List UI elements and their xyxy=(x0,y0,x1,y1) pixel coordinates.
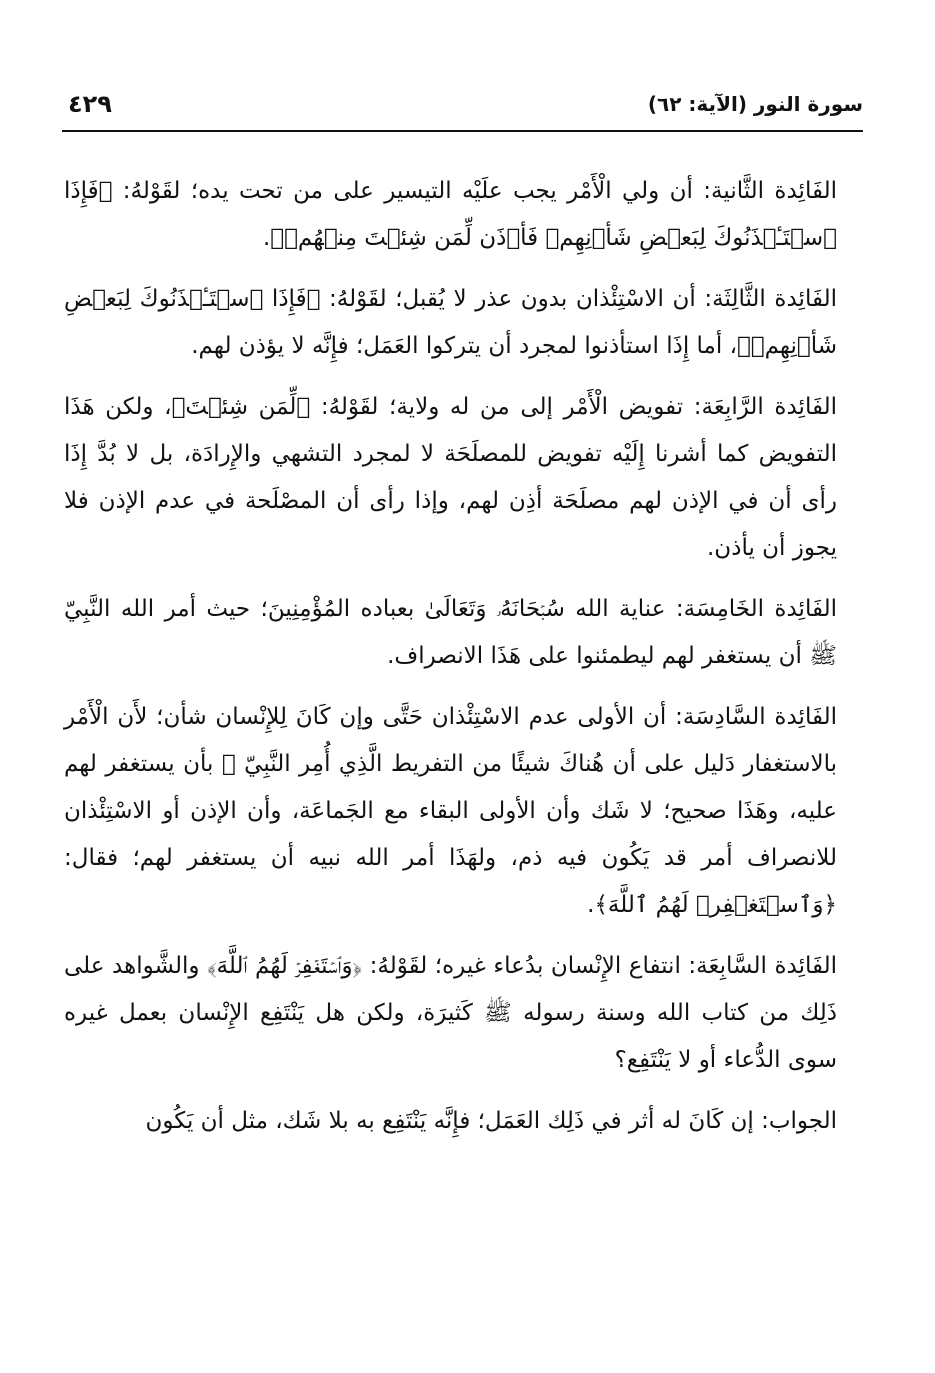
paragraph-text: انتفاع الإِنْسان بدُعاء غيره؛ لقَوْلهُ: ﴿وَٱسۡتَغۡفِرۡ لَهُمُ ٱللَّهَ﴾ والشَّواهد على ذَلِك من كتاب الله وسنة رسوله ﷺ كَثيرَة، ولكن هل يَنْتَفِع الإِنْسان بعمل غيره سوى الدُّعاء أو لا يَنْتَفِع؟ xyxy=(64,953,837,1073)
paragraph-label: الجواب: xyxy=(761,1108,837,1134)
paragraph-text: أن ولي الْأَمْر يجب علَيْه التيسير على من تحت يده؛ لقَوْلهُ: ﴿فَإِذَا ٱسۡتَـٔۡذَنُوكَ لِبَعۡضِ شَأۡنِهِمۡ فَأۡذَن لِّمَن شِئۡتَ مِنۡهُمۡ﴾. xyxy=(64,178,837,251)
paragraph-benefit-7 xyxy=(64,943,837,1084)
page-body xyxy=(64,168,837,1159)
paragraph-label: الفَائِدة الثَّانية: xyxy=(703,178,837,204)
paragraph-answer xyxy=(64,1098,837,1145)
paragraph-text: أن الاسْتِئْذان بدون عذر لا يُقبل؛ لقَوْلهُ: ﴿فَإِذَا ٱسۡتَـٔۡذَنُوكَ لِبَعۡضِ شَأۡنِهِمۡ﴾، أما إِذَا استأذنوا لمجرد أن يتركوا العَمَل؛ فإِنَّه لا يؤذن لهم. xyxy=(64,286,837,359)
paragraph-label: الفَائِدة السَّادِسَة: xyxy=(675,704,837,730)
paragraph-label: الفَائِدة الرَّابِعَة: xyxy=(693,394,838,420)
paragraph-text: إن كَانَ له أثر في ذَلِك العَمَل؛ فإِنَّه يَنْتَفِع به بلا شَك، مثل أن يَكُون xyxy=(145,1108,754,1134)
running-title: سورة النور (الآية: ٦٢) xyxy=(647,92,863,116)
paragraph-label: الفَائِدة السَّابِعَة: xyxy=(688,953,838,979)
paragraph-text: عناية الله سُبۡحَانَهُۥ وَتَعَالَىٰ بعباده المُؤْمِنِينَ؛ حيث أمر الله النَّبِيّ ﷺ أن يستغفر لهم ليطمئنوا على هَذَا الانصراف. xyxy=(64,596,837,669)
paragraph-benefit-3 xyxy=(64,276,837,370)
paragraph-text: أن الأولى عدم الاسْتِئْذان حَتَّى وإن كَانَ لِلإِنْسان شأن؛ لأَن الْأَمْر بالاستغفار دَليل على أن هُناكَ شيئًا من التفريط الَّذِي أُمِر النَّبِيّ ﷺ بأن يستغفر لهم عليه، وهَذَا صحيح؛ لا شَك وأن الأولى البقاء مع الجَماعَة، وأن الإذن أو الاسْتِئْذان للانصراف أمر قد يَكُون فيه ذم، ولهَذَا أمر الله نبيه أن يستغفر لهم؛ فقال: ﴿وَٱسۡتَغۡفِرۡ لَهُمُ ٱللَّهَ﴾. xyxy=(64,704,837,918)
paragraph-benefit-4 xyxy=(64,384,837,572)
paragraph-text: تفويض الْأَمْر إلى من له ولاية؛ لقَوْلهُ: ﴿لِّمَن شِئۡتَ﴾، ولكن هَذَا التفويض كما أشرنا إِلَيْه تفويض للمصلَحَة لا لمجرد التشهي والإِرادَة، بل لا بُدَّ إِذَا رأى أن في الإذن لهم مصلَحَة أذِن لهم، وإذا رأى أن المصْلَحة في عدم الإذن فلا يجوز أن يأذن. xyxy=(64,394,837,561)
page-header xyxy=(62,88,863,132)
paragraph-benefit-2 xyxy=(64,168,837,262)
paragraph-benefit-6 xyxy=(64,694,837,929)
header-rule xyxy=(62,130,863,132)
paragraph-benefit-5 xyxy=(64,586,837,680)
paragraph-label: الفَائِدة الخَامِسَة: xyxy=(675,596,837,622)
paragraph-label: الفَائِدة الثَّالِثَة: xyxy=(704,286,837,312)
page-number: ٤٢٩ xyxy=(68,90,112,118)
